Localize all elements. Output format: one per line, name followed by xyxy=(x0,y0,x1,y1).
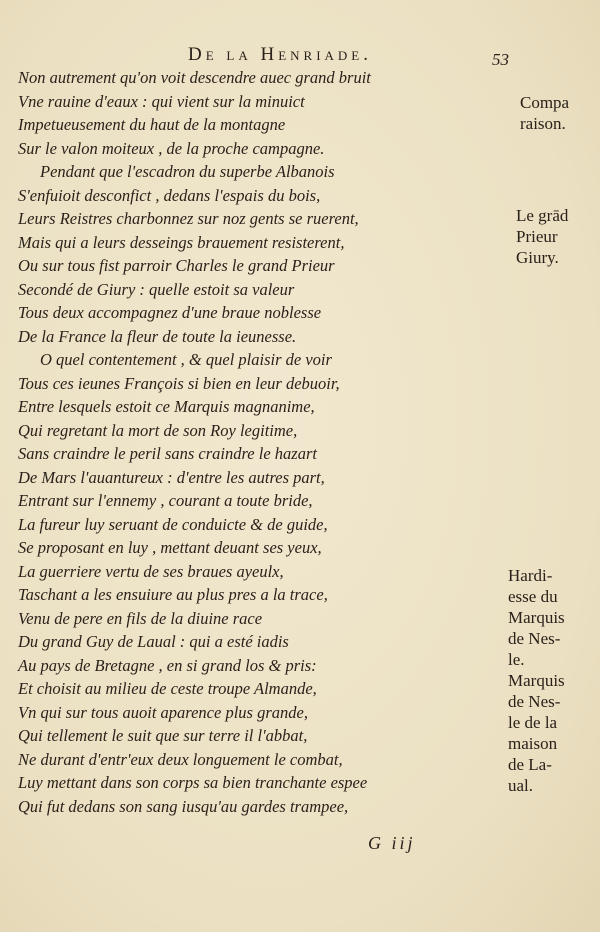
margin-note-line: esse du xyxy=(508,587,558,606)
margin-note-line: Le grād xyxy=(516,206,569,225)
verse-line: Pendant que l'escadron du superbe Albanois xyxy=(40,162,335,181)
margin-note-line: Compa xyxy=(520,93,570,112)
verse-line: Luy mettant dans son corps sa bien tranchante espee xyxy=(18,773,368,792)
verse-line: Qui fut dedans son sang iusqu'au gardes trampee, xyxy=(18,796,349,816)
verse-line: Se proposant en luy , mettant deuant ses yeux, xyxy=(18,538,322,557)
verse-line: Impetueusement du haut de la montagne xyxy=(18,115,286,134)
verse-line: Vne rauine d'eaux : qui vient sur la minuict xyxy=(18,91,305,111)
verse-line: Entre lesquels estoit ce Marquis magnanime, xyxy=(18,397,315,416)
margin-note-line: de Nes- xyxy=(508,629,561,648)
verse-line: Leurs Reistres charbonnez sur noz gents se ruerent, xyxy=(18,209,359,228)
margin-note-line: maison xyxy=(508,734,558,753)
verse-line: Mais qui a leurs desseings brauement resisterent, xyxy=(18,232,345,252)
margin-note-line: le. xyxy=(508,650,525,669)
margin-note-comparaison xyxy=(520,92,569,134)
running-head: De la Henriade. xyxy=(187,44,372,65)
verse-line: Vn qui sur tous auoit aparence plus grande, xyxy=(18,702,308,722)
verse-line: De la France la fleur de toute la ieunesse. xyxy=(18,326,297,346)
verse-block xyxy=(18,66,438,818)
verse-line: Au pays de Bretagne , en si grand los & pris: xyxy=(18,655,317,675)
margin-note-line: de La- xyxy=(508,755,552,774)
verse-line: Venu de pere en fils de la diuine race xyxy=(18,608,263,628)
verse-line: Qui regretant la mort de son Roy legitime, xyxy=(18,420,298,440)
verse-line: De Mars l'auantureux : d'entre les autres part, xyxy=(18,467,325,487)
verse-line: Entrant sur l'ennemy , courant a toute bride, xyxy=(18,491,313,510)
verse-line: La guerriere vertu de ses braues ayeulx, xyxy=(18,561,284,581)
verse-line: La fureur luy seruant de conduicte & de guide, xyxy=(18,514,328,534)
verse-line: Tous ces ieunes François si bien en leur debuoir, xyxy=(18,373,340,393)
verse-line: Taschant a les ensuiure au plus pres a la trace, xyxy=(18,585,328,604)
verse-line: Non autrement qu'on voit descendre auec grand bruit xyxy=(18,68,371,87)
signature-mark: G iij xyxy=(368,833,416,853)
verse-line: Ou sur tous fist parroir Charles le grand Prieur xyxy=(18,256,335,275)
verse-line: O quel contentement , & quel plaisir de voir xyxy=(40,350,332,369)
margin-note-line: de Nes- xyxy=(508,692,561,711)
verse-line: Tous deux accompagnez d'une braue noblesse xyxy=(18,303,322,322)
margin-note-line: le de la xyxy=(508,713,558,732)
verse-line: Qui tellement le suit que sur terre il l'abbat, xyxy=(18,726,308,745)
verse-line: S'enfuioit desconfict , dedans l'espais du bois, xyxy=(18,185,321,205)
verse-line: Secondé de Giury : quelle estoit sa valeur xyxy=(18,279,295,299)
margin-note-line: ual. xyxy=(508,776,534,795)
margin-note-grand-prieur xyxy=(516,205,568,268)
margin-note-line: Giury. xyxy=(516,248,559,267)
margin-note-line: Marquis xyxy=(508,608,565,627)
margin-note-marquis-nesle xyxy=(508,565,565,796)
page-number: 53 xyxy=(492,50,509,69)
margin-note-line: Hardi- xyxy=(508,566,553,585)
verse-line: Du grand Guy de Laual : qui a esté iadis xyxy=(18,632,289,651)
margin-note-line: Marquis xyxy=(508,671,565,690)
verse-line: Sur le valon moiteux , de la proche campagne. xyxy=(18,138,325,158)
margin-note-line: raison. xyxy=(520,114,566,133)
verse-line: Et choisit au milieu de ceste troupe Almande, xyxy=(18,679,317,698)
verse-line: Ne durant d'entr'eux deux longuement le combat, xyxy=(18,749,343,769)
margin-note-line: Prieur xyxy=(516,227,558,246)
verse-line: Sans craindre le peril sans craindre le hazart xyxy=(18,444,317,463)
